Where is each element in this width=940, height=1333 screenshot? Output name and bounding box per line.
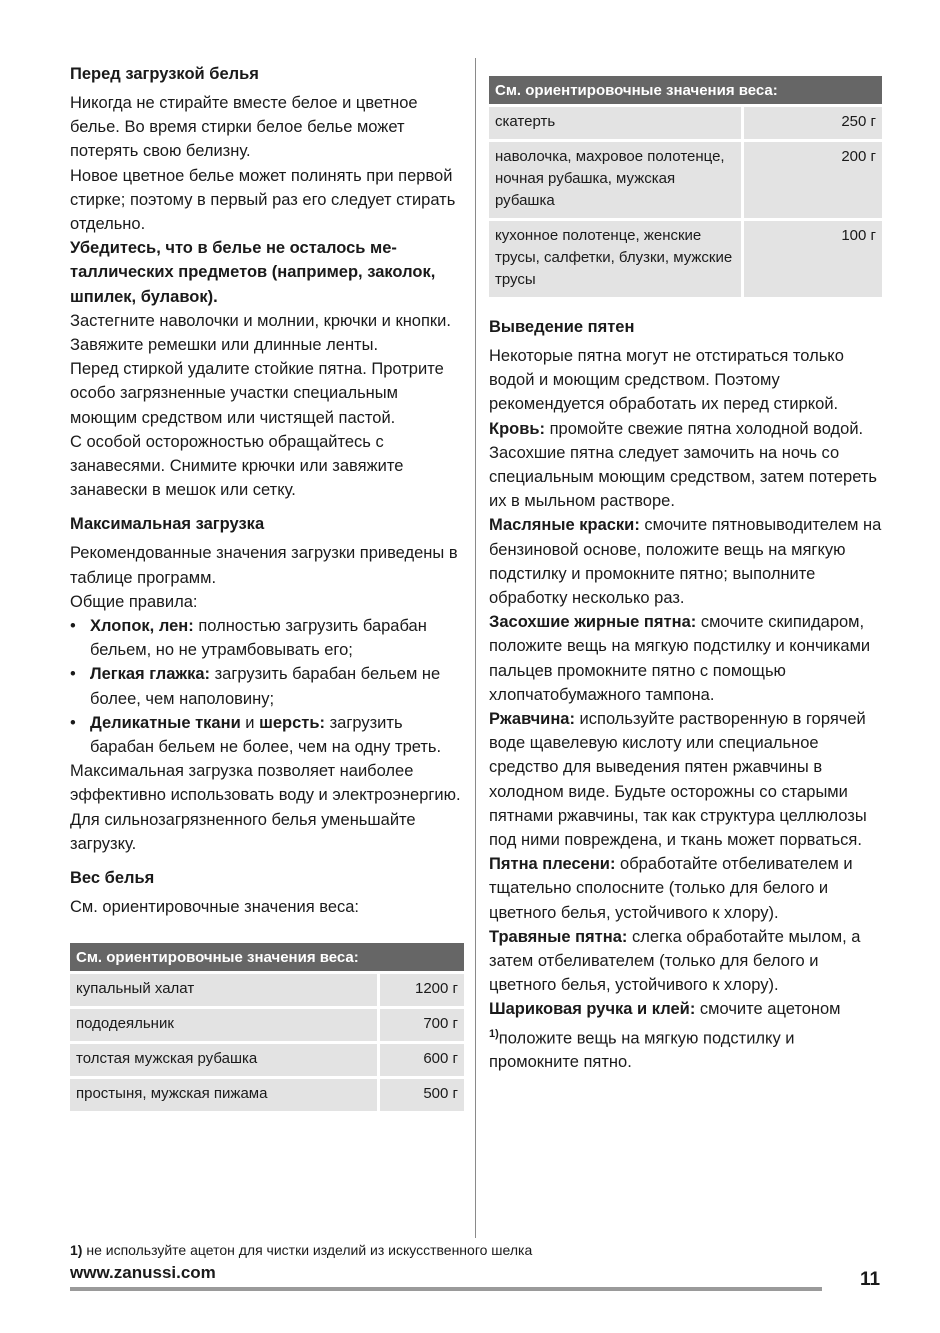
paragraph: Застегните наволочки и молнии, крючки и кнопки. Завяжите ремешки или длинные ленты. — [70, 311, 451, 355]
page-number: 11 — [860, 1269, 881, 1290]
warning-paragraph: Убедитесь, что в белье не осталось металлических предметов (например, заколок, шпилек, булавок). — [70, 239, 436, 306]
table-row: толстая мужская рубашка 600 г — [70, 1041, 464, 1076]
table-row: кухонное полотенце, женские трусы, салфетки, блузки, мужские трусы 100 г — [489, 218, 882, 297]
stain-entry: Кровь: промойте свежие пятна холодной водой. Засохшие пятна следует замочить на ночь со специальным моющим средством, затем потереть их в мыльном растворе. — [489, 419, 877, 511]
website-link[interactable]: www.zanussi.com — [70, 1263, 216, 1282]
footnote-ref: 1) — [489, 1027, 499, 1040]
table-header: См. ориентировочные значения веса: — [70, 943, 464, 971]
table-row: купальный халат 1200 г — [70, 971, 464, 1006]
table-row: наволочка, махровое полотенце, ночная рубашка, мужская рубашка 200 г — [489, 139, 882, 218]
paragraph: Никогда не стирайте вместе белое и цветное белье. Во время стирки белое белье может потерять свою белизну. — [70, 94, 418, 161]
table-row: простыня, мужская пижама 500 г — [70, 1076, 464, 1111]
heading-stain-removal: Выведение пятен — [489, 318, 635, 336]
table-row: пододеяльник 700 г — [70, 1006, 464, 1041]
table-row: скатерть 250 г — [489, 104, 882, 139]
heading-before-loading: Перед загрузкой белья — [70, 65, 259, 83]
paragraph: Для сильнозагрязненного белья уменьшайте загрузку. — [70, 810, 416, 853]
footer-rule — [70, 1287, 822, 1291]
weight-table-right — [489, 76, 882, 297]
paragraph: Максимальная загрузка позволяет наиболее эффективно использовать воду и электроэнергию. — [70, 762, 461, 805]
stain-entry: Засохшие жирные пятна: смочите скипидаром, положите вещь на мягкую подстилку и кончиками пальцев промокните пятно с помощью хлопчатобумажного тампона. — [489, 613, 871, 704]
stain-entry: Шариковая ручка и клей: смочите ацетоном $^{1)}$положите вещь на мягкую подстилку и промокните пятно. — [489, 1000, 841, 1072]
footnote: 1) не используйте ацетон для чистки изделий из искусственного шелка — [70, 1242, 533, 1258]
list-item: • Хлопок, лен: полностью загрузить барабан бельем, но не утрамбовывать его; — [70, 617, 427, 660]
column-divider — [475, 58, 476, 1238]
heading-max-load: Максимальная загрузка — [70, 515, 265, 534]
paragraph: Общие правила: — [70, 592, 198, 611]
weight-table-left — [70, 943, 464, 1111]
list-item: • Деликатные ткани и шерсть: загрузить барабан бельем не более, чем на одну треть. — [70, 713, 442, 757]
paragraph: Перед стиркой удалите стойкие пятна. Протрите особо загрязненные участки специальным моющим средством или чистящей пастой. — [70, 360, 444, 427]
right-column — [489, 76, 882, 1075]
paragraph: Новое цветное белье может полинять при первой стирке; поэтому в первый раз его следует стирать отдельно. — [70, 166, 456, 234]
paragraph: Некоторые пятна могут не отстираться только водой и моющим средством. Поэтому рекомендуется обработать их перед стиркой. — [489, 347, 844, 414]
left-column — [70, 62, 464, 1111]
list-item: • Легкая глажка: загрузить барабан бельем не более, чем наполовину; — [70, 665, 441, 708]
paragraph: См. ориентировочные значения веса: — [70, 898, 360, 917]
heading-weight: Вес белья — [70, 869, 155, 888]
table-header: См. ориентировочные значения веса: — [489, 76, 882, 104]
paragraph: С особой осторожностью обращайтесь с занавесями. Снимите крючки или завяжите занавески в мешок или сетку. — [70, 432, 404, 500]
paragraph: Рекомендованные значения загрузки приведены в таблице программ. — [70, 544, 458, 587]
stain-entry: Ржавчина: используйте растворенную в горячей воде щавелевую кислоту или специальное средство для выведения пятен ржавчины в холодном виде. Будьте осторожны со старыми пятнами ржавчины, так как структура целлюлозы под ними повреждена, и ткань может порваться. — [489, 710, 867, 850]
stain-entry: Пятна плесени: обработайте отбеливателем и тщательно сполосните (только для белого и цветного белья, устойчивого к хлору). — [489, 855, 853, 922]
stain-entry: Травяные пятна: слегка обработайте мылом, а затем отбеливателем (только для белого и цветного белья, устойчивого к хлору). — [489, 927, 861, 995]
stain-entry: Масляные краски: смочите пятновыводителем на бензиновой основе, положите вещь на мягкую подстилку и промокните пятно; выполните обработку несколько раз. — [489, 516, 882, 608]
rules-list — [70, 614, 464, 759]
